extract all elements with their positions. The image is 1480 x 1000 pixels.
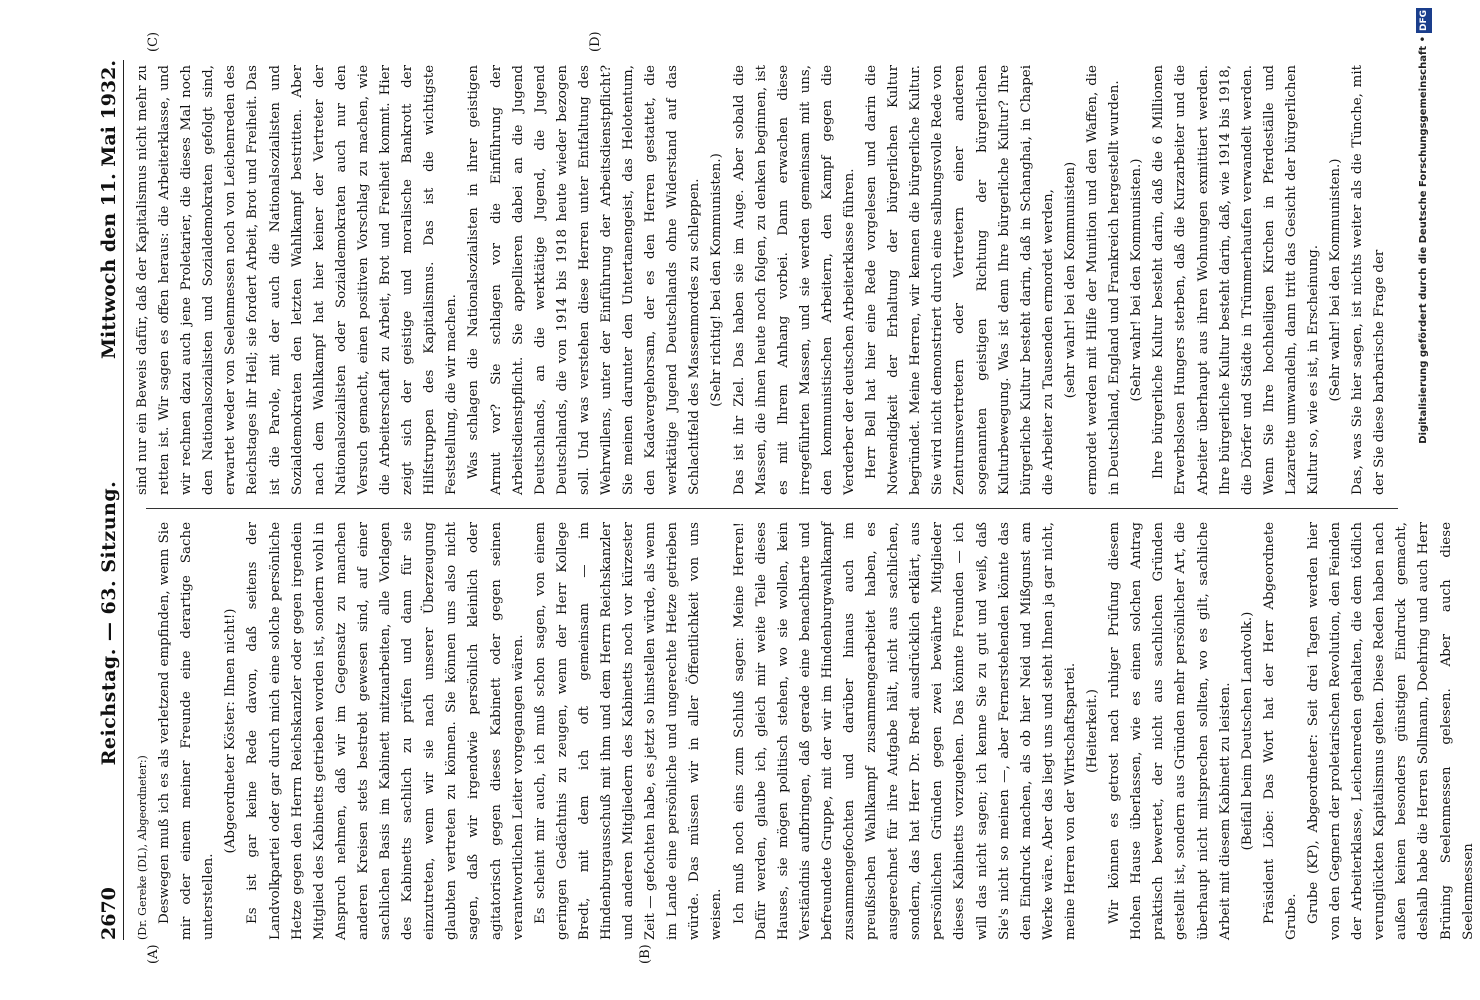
paragraph: Was schlagen die Nationalsozialisten in ihrer geistigen Armut vor? Sie schlagen vor die Einführung der Arbeitsdienstpflicht. Sie appellieren dabei an die Jugend Deutschlands, an die werktätige Jugend, die Jugend Deutschlands, die von 1914 bis 1918 heute wieder bezogen soll. Und was verstehen diese Herren unter Entfaltung des Wehrwillens, unter der Einführung der Arbeitsdienstpflicht? Sie meinen darunter den Untertanengeist, das Helotentum, den Kadavergehorsam, der es den Herren gestattet, die werktätige Jugend Deutschlands ohne Widerstand auf das Schlachtfeld des Massenmordes zu schleppen. [466, 65, 703, 495]
paragraph: Es scheint mir auch, ich muß schon sagen, von einem geringen Gedächtnis zu zeugen, wenn der Herr Kollege Bredt, mit dem ich oft gemeinsam — im Hindenburgausschuß mit ihm und dem Herrn Reichskanzler und anderen Mitgliedern des Kabinetts noch vor kürzester Zeit — gefochten habe, es jetzt so hinstellen würde, als wenn im Lande eine persönliche und ungerechte Hetze getrieben würde. Das müssen wir in aller Öffentlichkeit von uns weisen. [532, 522, 725, 940]
paragraph: Wir können es getrost nach ruhiger Prüfung diesem Hohen Hause überlassen, wie es einen solchen Antrag praktisch bewertet, der nicht aus sachlichen Gründen gestellt ist, sondern aus Gründen mehr persönlicher Art, die überhaupt nicht mitsprechen sollten, wo es gilt, sachliche Arbeit mit diesem Kabinett zu leisten. [1107, 522, 1233, 940]
speech-start: Grube (KP), Abgeordneter: Seit drei Tagen werden hier von den Gegnern der proletarischen Revolution, den Feinden der Arbeiterklasse, Leichenreden gehalten, die dem tödlich verunglückten Kapitalismus gelten. Diese Reden haben nach außen keinen besonders günstigen Eindruck gemacht, deshalb habe die Herren Sollmann, Doehring und auch Herr Brüning Seelenmessen gelesen. Aber auch diese Seelenmessen [1305, 522, 1476, 940]
president-remark: Präsident Löbe: Das Wort hat der Herr Abgeordnete Grube. [1261, 522, 1299, 940]
funding-text: Digitalisierung gefördert durch die Deutsche Forschungsgemeinschaft • [1418, 36, 1429, 444]
page-header [86, 60, 124, 940]
right-column [132, 65, 1398, 495]
paragraph: Das ist ihr Ziel. Das haben sie im Auge. Aber sobald die Massen, die ihnen heute noch folgen, zu denken beginnen, ist es mit Ihrem Anhang vorbei. Dann erwachen diese irregeführten Massen, und sie werden gemeinsam mit uns, den kommunistischen Arbeitern, den Kampf gegen die Verderber der deutschen Arbeiterklasse führen. [731, 65, 857, 495]
margin-marker-c: (C) [146, 31, 161, 52]
margin-marker-d: (D) [588, 31, 603, 52]
paragraph: sind nur ein Beweis dafür, daß der Kapitalismus nicht mehr zu retten ist. Wir sagen es offen heraus: die Arbeiterklasse, und wir rechnen dazu auch jene Proletarier, die dieses Mal noch den Nationalsozialisten und Sozialdemokraten gefolgt sind, erwartet weder von Seelenmessen noch von Leichenreden des Reichstages ihr Heil; sie fordert Arbeit, Brot und Freiheit. Das ist die Parole, mit der auch die Nationalsozialisten und Sozialdemokraten den letzten Wahlkampf bestritten. Aber nach dem Wahlkampf hat hier keiner der Vertreter der Nationalsozialisten oder Sozialdemokraten auch nur den Versuch gemacht, einen positiven Vorschlag zu machen, wie die Arbeiterschaft zu Arbeit, Brot und Freiheit kommt. Hier zeigt sich der geistige und moralische Bankrott der Hilfstruppen des Kapitalismus. Das ist die wichtigste Feststellung, die wir machen. [135, 65, 460, 495]
column-divider [146, 508, 1398, 509]
dfg-logo: DFG [1416, 8, 1432, 33]
session-title: Reichstag. — 63. Sitzung. [98, 480, 120, 766]
interjection: (sehr wahr! bei den Kommunisten) [1062, 161, 1078, 399]
paragraph: Es ist gar keine Rede davon, daß seitens der Landvolkpartei oder gar durch mich eine solche persönliche Hetze gegen den Herrn Reichskanzler oder gegen irgendein Mitglied des Kabinetts getrieben worden ist, sondern wohl in Anspruch nehmen, daß wir im Gegensatz zu manchen anderen Kreisen stets bestrebt gewesen sind, auf einer sachlichen Basis im Kabinett mitzuarbeiten, alle Vorlagen des Kabinetts sachlich zu prüfen und dann für sie einzutreten, wenn wir sie nach unserer Überzeugung glaubten vertreten zu können. Sie können uns also nicht sagen, daß wir irgendwie persönlich kleinlich oder agitatorisch gegen dieses Kabinett oder gegen seinen verantwortlichen Leiter vorgegangen wären. [245, 522, 526, 940]
left-column [132, 522, 1476, 940]
funding-sidenote [1416, 8, 1432, 788]
paragraph: Deswegen muß ich es als verletzend empfinden, wenn Sie mir oder einem meiner Freunde eine derartige Sache unterstellen. [157, 522, 217, 940]
interjection: (Sehr richtig! bei den Kommunisten.) [709, 153, 725, 407]
interjection: (Sehr wahr! bei den Kommunisten.) [1328, 158, 1344, 402]
paragraph: Ihre bürgerliche Kultur besteht darin, daß die 6 Millionen Erwerbslosen Hungers sterben, daß die Kurzarbeiter und die Arbeiter überhaupt aus ihren Wohnungen exmittiert werden. Ihre bürgerliche Kultur besteht darin, daß, wie 1914 bis 1918, die Dörfer und Städte in Trümmerhaufen verwandelt werden. Wenn Sie Ihre hochheiligen Kirchen in Pferdeställe und Lazarette umwandeln, dann tritt das Gesicht der bürgerlichen Kultur so, wie es ist, in Erscheinung. [1151, 65, 1321, 495]
paragraph: Ich muß noch eins zum Schluß sagen: Meine Herren! Dafür werden, glaube ich, gleich mir weite Teile dieses Hauses, sie mögen politisch stehen, wo sie wollen, kein Verständnis aufbringen, daß gerade eine benachbarte und befreundete Gruppe, mit der wir im Hindenburgwahlkampf zusammengefochten und darüber hinaus auch im preußischen Wahlkampf zusammengearbeitet haben, es ausgerechnet für ihre Aufgabe hält, nicht aus sachlichen, sondern, das hat Herr Dr. Bredt ausdrücklich erklärt, aus persönlichen Gründen gegen zwei bewährte Mitglieder dieses Kabinetts vorzugehen. Das könnte Freunden — ich will das nicht sagen; ich kenne Sie zu gut und weiß, daß Sie's nicht so meinen —, aber Fernerstehenden könnte das den Eindruck machen, als ob hier Neid und Mißgunst am Werke wäre. Aber das liegt uns und steht Ihnen ja gar nicht, meine Herren von der Wirtschaftspartei. [731, 522, 1078, 940]
margin-marker-b: (B) [638, 944, 653, 964]
paragraph: Das, was Sie hier sagen, ist nichts weiter als die Tünche, mit der Sie diese barbarische Frage der [1350, 65, 1388, 495]
interjection: (Abgeordneter Köster: Ihnen nicht!) [223, 608, 239, 854]
page-number: 2670 [98, 887, 120, 940]
speaker-continuation: (Dr. Gereke (DL), Abgeordneter:) [136, 755, 149, 940]
interjection: (Sehr wahr! bei den Kommunisten.) [1129, 158, 1145, 402]
interjection: (Heiterkeit.) [1085, 689, 1101, 773]
margin-marker-a: (A) [146, 944, 161, 964]
interjection: (Beifall beim Deutschen Landvolk.) [1239, 611, 1255, 851]
paragraph: Herr Bell hat hier eine Rede vorgelesen und darin die Notwendigkeit der Erhaltung der bürgerlichen Kultur begründet. Meine Herren, wir kennen die bürgerliche Kultur. Sie wird nicht demonstriert durch eine salbungsvolle Rede von Zentrumsvertretern oder Vertretern einer anderen sogenannten geistigen Richtung der bürgerlichen Kulturbewegung. Was ist denn Ihre bürgerliche Kultur? Ihre bürgerliche Kultur besteht darin, daß in Schanghai, in Chapei die Arbeiter zu Tausenden ermordet werden, [864, 65, 1056, 495]
paragraph: ermordet werden mit Hilfe der Munition und den Waffen, die in Deutschland, England und Frankreich hergestellt wurden. [1085, 65, 1123, 495]
session-date: Mittwoch den 11. Mai 1932. [98, 60, 120, 359]
